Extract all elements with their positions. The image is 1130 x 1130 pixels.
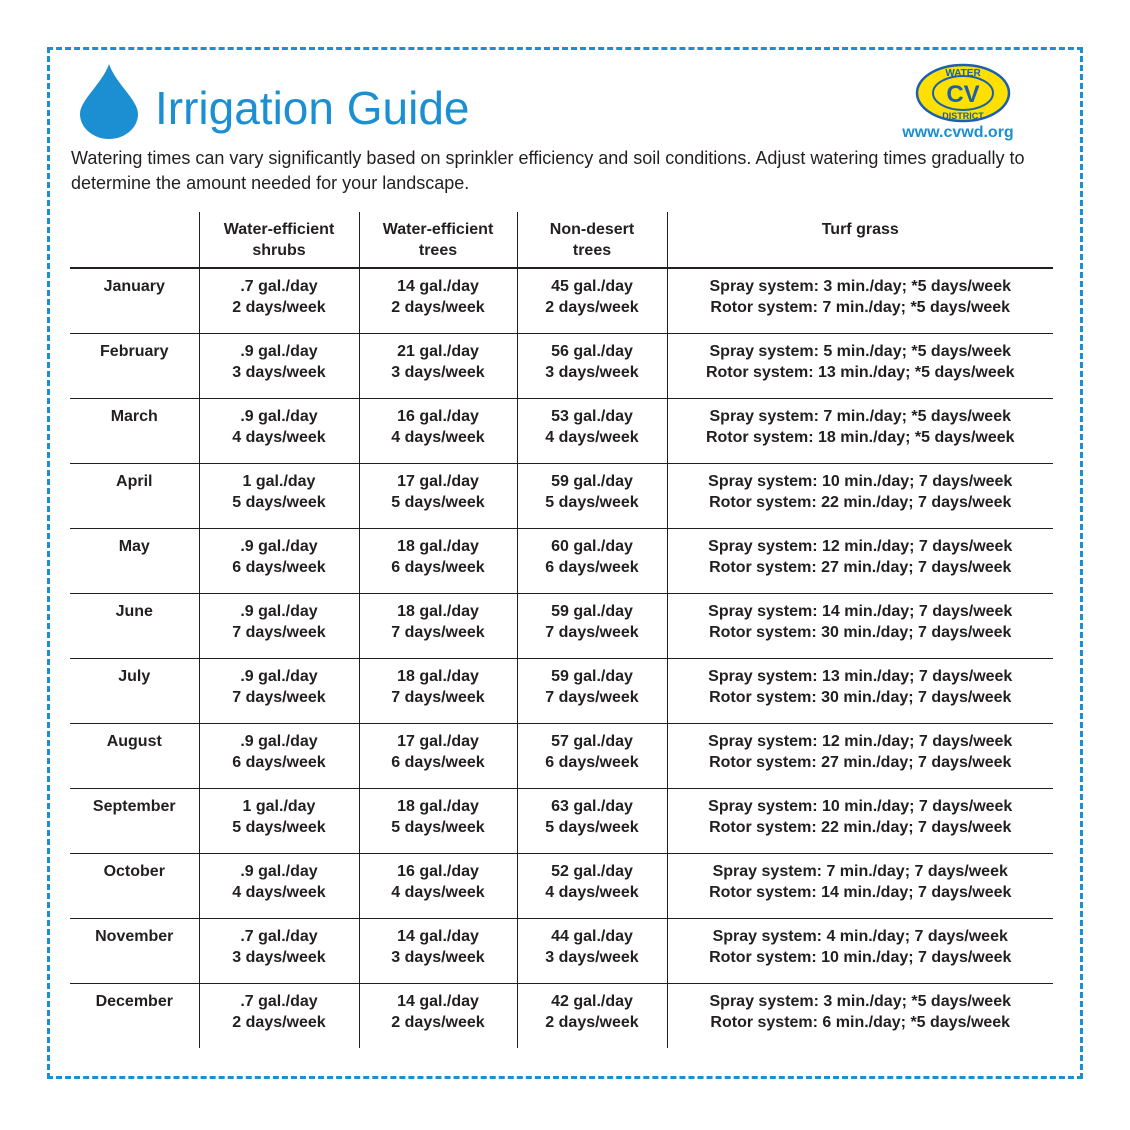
table-row (70, 268, 1053, 333)
trees-line-2: 6 days/week (391, 753, 485, 771)
turf-line-2: Rotor system: 6 min./day; *5 days/week (710, 1013, 1011, 1031)
nondesert-line-2: 3 days/week (545, 948, 639, 966)
nondesert-line-2: 4 days/week (545, 883, 639, 901)
header-trees-line-1: Water-efficient (382, 221, 494, 238)
trees-cell (359, 398, 517, 463)
table-row (70, 723, 1053, 788)
trees-cell (359, 268, 517, 333)
month-cell: December (95, 992, 173, 1010)
nondesert-line-1: 52 gal./day (551, 862, 633, 880)
logo-letters: CV (946, 81, 980, 108)
nondesert-line-1: 53 gal./day (551, 407, 633, 425)
trees-line-1: 14 gal./day (397, 278, 479, 295)
turf-cell (667, 788, 1053, 853)
turf-line-1: Spray system: 13 min./day; 7 days/week (708, 667, 1013, 685)
trees-cell (359, 788, 517, 853)
trees-cell (359, 918, 517, 983)
turf-line-1: Spray system: 14 min./day; 7 days/week (708, 602, 1013, 620)
trees-line-2: 4 days/week (391, 883, 485, 901)
turf-line-1: Spray system: 3 min./day; *5 days/week (709, 992, 1011, 1010)
turf-line-2: Rotor system: 22 min./day; 7 days/week (709, 493, 1012, 511)
header-turf (667, 212, 1053, 268)
shrubs-line-1: .7 gal./day (240, 927, 318, 945)
trees-line-1: 14 gal./day (397, 927, 479, 945)
nondesert-cell (517, 528, 667, 593)
trees-line-2: 2 days/week (391, 1013, 485, 1031)
table-row (70, 918, 1053, 983)
intro-paragraph: Watering times can vary significantly based on sprinkler efficiency and soil conditions. Adjust watering times gradually to determine the amount needed for your landscape. (71, 148, 1025, 193)
nondesert-line-2: 6 days/week (545, 558, 639, 576)
turf-line-1: Spray system: 12 min./day; 7 days/week (708, 732, 1013, 750)
turf-line-2: Rotor system: 30 min./day; 7 days/week (709, 688, 1012, 706)
shrubs-line-1: 1 gal./day (242, 472, 316, 490)
month-cell: August (106, 732, 162, 750)
month-cell: January (103, 278, 165, 295)
table-header-row (70, 212, 1053, 268)
header-nondesert-line-1: Non-desert (549, 221, 635, 238)
turf-cell (667, 918, 1053, 983)
nondesert-cell (517, 723, 667, 788)
month-cell: June (115, 602, 153, 620)
nondesert-cell (517, 398, 667, 463)
header-trees-line-2: trees (418, 242, 458, 259)
nondesert-cell (517, 788, 667, 853)
table-row (70, 658, 1053, 723)
trees-cell (359, 333, 517, 398)
shrubs-line-2: 2 days/week (232, 299, 326, 316)
water-drop-icon (78, 62, 140, 140)
shrubs-line-1: .9 gal./day (240, 667, 318, 685)
table-row (70, 528, 1053, 593)
turf-line-2: Rotor system: 27 min./day; 7 days/week (709, 753, 1012, 771)
header-nondesert (517, 212, 667, 268)
turf-line-2: Rotor system: 22 min./day; 7 days/week (709, 818, 1012, 836)
nondesert-line-2: 6 days/week (545, 753, 639, 771)
nondesert-line-2: 5 days/week (545, 493, 639, 511)
trees-line-2: 4 days/week (391, 428, 485, 446)
shrubs-line-2: 7 days/week (232, 623, 326, 641)
shrubs-line-2: 2 days/week (232, 1013, 326, 1031)
shrubs-line-2: 3 days/week (232, 948, 326, 966)
turf-cell (667, 593, 1053, 658)
trees-line-1: 14 gal./day (397, 992, 479, 1010)
nondesert-cell (517, 268, 667, 333)
trees-line-2: 5 days/week (391, 493, 485, 511)
nondesert-line-2: 7 days/week (545, 688, 639, 706)
table-body (70, 268, 1053, 1048)
shrubs-line-1: .9 gal./day (240, 407, 318, 425)
nondesert-line-1: 59 gal./day (551, 472, 633, 490)
trees-line-1: 18 gal./day (397, 602, 479, 620)
turf-line-1: Spray system: 3 min./day; *5 days/week (709, 278, 1011, 295)
trees-cell (359, 658, 517, 723)
trees-cell (359, 593, 517, 658)
shrubs-line-2: 6 days/week (232, 558, 326, 576)
trees-cell (359, 723, 517, 788)
turf-line-2: Rotor system: 13 min./day; *5 days/week (705, 363, 1015, 381)
turf-line-1: Spray system: 4 min./day; 7 days/week (712, 927, 1008, 945)
shrubs-line-2: 4 days/week (232, 883, 326, 901)
trees-cell (359, 463, 517, 528)
header-shrubs (199, 212, 359, 268)
turf-cell (667, 853, 1053, 918)
turf-line-1: Spray system: 10 min./day; 7 days/week (708, 797, 1013, 815)
shrubs-line-1: .7 gal./day (240, 992, 318, 1010)
nondesert-line-2: 2 days/week (545, 299, 639, 316)
nondesert-cell (517, 983, 667, 1048)
table-row (70, 593, 1053, 658)
month-cell: July (118, 667, 151, 685)
irrigation-table (70, 212, 1053, 1048)
nondesert-cell (517, 853, 667, 918)
shrubs-line-1: .9 gal./day (240, 732, 318, 750)
shrubs-line-1: .9 gal./day (240, 537, 318, 555)
trees-cell (359, 983, 517, 1048)
turf-line-2: Rotor system: 10 min./day; 7 days/week (709, 948, 1012, 966)
website-link[interactable]: www.cvwd.org (902, 124, 1014, 141)
shrubs-cell (199, 723, 359, 788)
nondesert-line-1: 44 gal./day (551, 927, 633, 945)
trees-line-1: 17 gal./day (397, 472, 479, 490)
month-cell: November (95, 927, 174, 945)
nondesert-line-1: 45 gal./day (551, 278, 633, 295)
shrubs-line-1: .9 gal./day (240, 342, 318, 360)
turf-line-2: Rotor system: 7 min./day; *5 days/week (710, 299, 1011, 316)
trees-line-2: 6 days/week (391, 558, 485, 576)
trees-line-1: 16 gal./day (397, 862, 479, 880)
month-cell: September (92, 797, 176, 815)
shrubs-cell (199, 983, 359, 1048)
trees-line-2: 2 days/week (391, 299, 485, 316)
shrubs-line-1: .7 gal./day (240, 278, 318, 295)
turf-cell (667, 333, 1053, 398)
turf-line-2: Rotor system: 27 min./day; 7 days/week (709, 558, 1012, 576)
shrubs-cell (199, 658, 359, 723)
nondesert-line-2: 3 days/week (545, 363, 639, 381)
shrubs-cell (199, 398, 359, 463)
shrubs-cell (199, 463, 359, 528)
month-cell: March (110, 407, 158, 425)
month-cell: May (118, 537, 150, 555)
shrubs-cell (199, 788, 359, 853)
header-month (70, 212, 199, 268)
table-row (70, 983, 1053, 1048)
shrubs-line-2: 5 days/week (232, 818, 326, 836)
trees-line-1: 17 gal./day (397, 732, 479, 750)
shrubs-cell (199, 918, 359, 983)
shrubs-line-2: 7 days/week (232, 688, 326, 706)
turf-cell (667, 658, 1053, 723)
nondesert-cell (517, 463, 667, 528)
turf-cell (667, 268, 1053, 333)
header-nondesert-line-2: trees (572, 242, 612, 259)
turf-line-1: Spray system: 5 min./day; *5 days/week (709, 342, 1011, 360)
shrubs-line-2: 3 days/week (232, 363, 326, 381)
trees-line-2: 5 days/week (391, 818, 485, 836)
nondesert-line-2: 5 days/week (545, 818, 639, 836)
shrubs-line-1: .9 gal./day (240, 862, 318, 880)
trees-line-1: 16 gal./day (397, 407, 479, 425)
trees-line-2: 7 days/week (391, 688, 485, 706)
month-cell: February (100, 342, 169, 360)
nondesert-line-1: 56 gal./day (551, 342, 633, 360)
nondesert-line-1: 63 gal./day (551, 797, 633, 815)
turf-cell (667, 398, 1053, 463)
nondesert-cell (517, 918, 667, 983)
nondesert-cell (517, 658, 667, 723)
shrubs-line-2: 6 days/week (232, 753, 326, 771)
table-row (70, 333, 1053, 398)
trees-cell (359, 853, 517, 918)
turf-line-2: Rotor system: 30 min./day; 7 days/week (709, 623, 1012, 641)
turf-cell (667, 723, 1053, 788)
shrubs-line-1: .9 gal./day (240, 602, 318, 620)
table-row (70, 853, 1053, 918)
table-row (70, 788, 1053, 853)
table-row (70, 463, 1053, 528)
trees-line-1: 18 gal./day (397, 667, 479, 685)
header-shrubs-line-2: shrubs (252, 242, 306, 259)
nondesert-line-1: 42 gal./day (551, 992, 633, 1010)
shrubs-line-2: 4 days/week (232, 428, 326, 446)
turf-line-2: Rotor system: 18 min./day; *5 days/week (705, 428, 1015, 446)
trees-line-2: 7 days/week (391, 623, 485, 641)
header-shrubs-line-1: Water-efficient (223, 221, 335, 238)
trees-line-1: 18 gal./day (397, 797, 479, 815)
trees-line-1: 21 gal./day (397, 342, 479, 360)
month-cell: October (103, 862, 165, 880)
nondesert-line-1: 59 gal./day (551, 667, 633, 685)
logo-text-bottom: DISTRICT (942, 111, 984, 121)
nondesert-line-2: 4 days/week (545, 428, 639, 446)
turf-line-1: Spray system: 7 min./day; *5 days/week (709, 407, 1011, 425)
page-title: Irrigation Guide (155, 82, 470, 134)
nondesert-line-1: 59 gal./day (551, 602, 633, 620)
trees-line-1: 18 gal./day (397, 537, 479, 555)
shrubs-line-1: 1 gal./day (242, 797, 316, 815)
water-district-logo (913, 62, 1013, 124)
nondesert-cell (517, 333, 667, 398)
nondesert-cell (517, 593, 667, 658)
shrubs-cell (199, 268, 359, 333)
shrubs-line-2: 5 days/week (232, 493, 326, 511)
turf-line-2: Rotor system: 14 min./day; 7 days/week (709, 883, 1012, 901)
shrubs-cell (199, 528, 359, 593)
turf-cell (667, 463, 1053, 528)
turf-line-1: Spray system: 7 min./day; 7 days/week (712, 862, 1008, 880)
trees-cell (359, 528, 517, 593)
shrubs-cell (199, 853, 359, 918)
nondesert-line-2: 7 days/week (545, 623, 639, 641)
turf-cell (667, 983, 1053, 1048)
trees-line-2: 3 days/week (391, 363, 485, 381)
nondesert-line-2: 2 days/week (545, 1013, 639, 1031)
shrubs-cell (199, 333, 359, 398)
header-trees (359, 212, 517, 268)
shrubs-cell (199, 593, 359, 658)
trees-line-2: 3 days/week (391, 948, 485, 966)
month-cell: April (116, 472, 153, 490)
logo-text-top: WATER (945, 68, 981, 79)
turf-cell (667, 528, 1053, 593)
table-row (70, 398, 1053, 463)
header-turf-line-1: Turf grass (821, 221, 899, 238)
nondesert-line-1: 60 gal./day (551, 537, 633, 555)
nondesert-line-1: 57 gal./day (551, 732, 633, 750)
turf-line-1: Spray system: 10 min./day; 7 days/week (708, 472, 1013, 490)
turf-line-1: Spray system: 12 min./day; 7 days/week (708, 537, 1013, 555)
